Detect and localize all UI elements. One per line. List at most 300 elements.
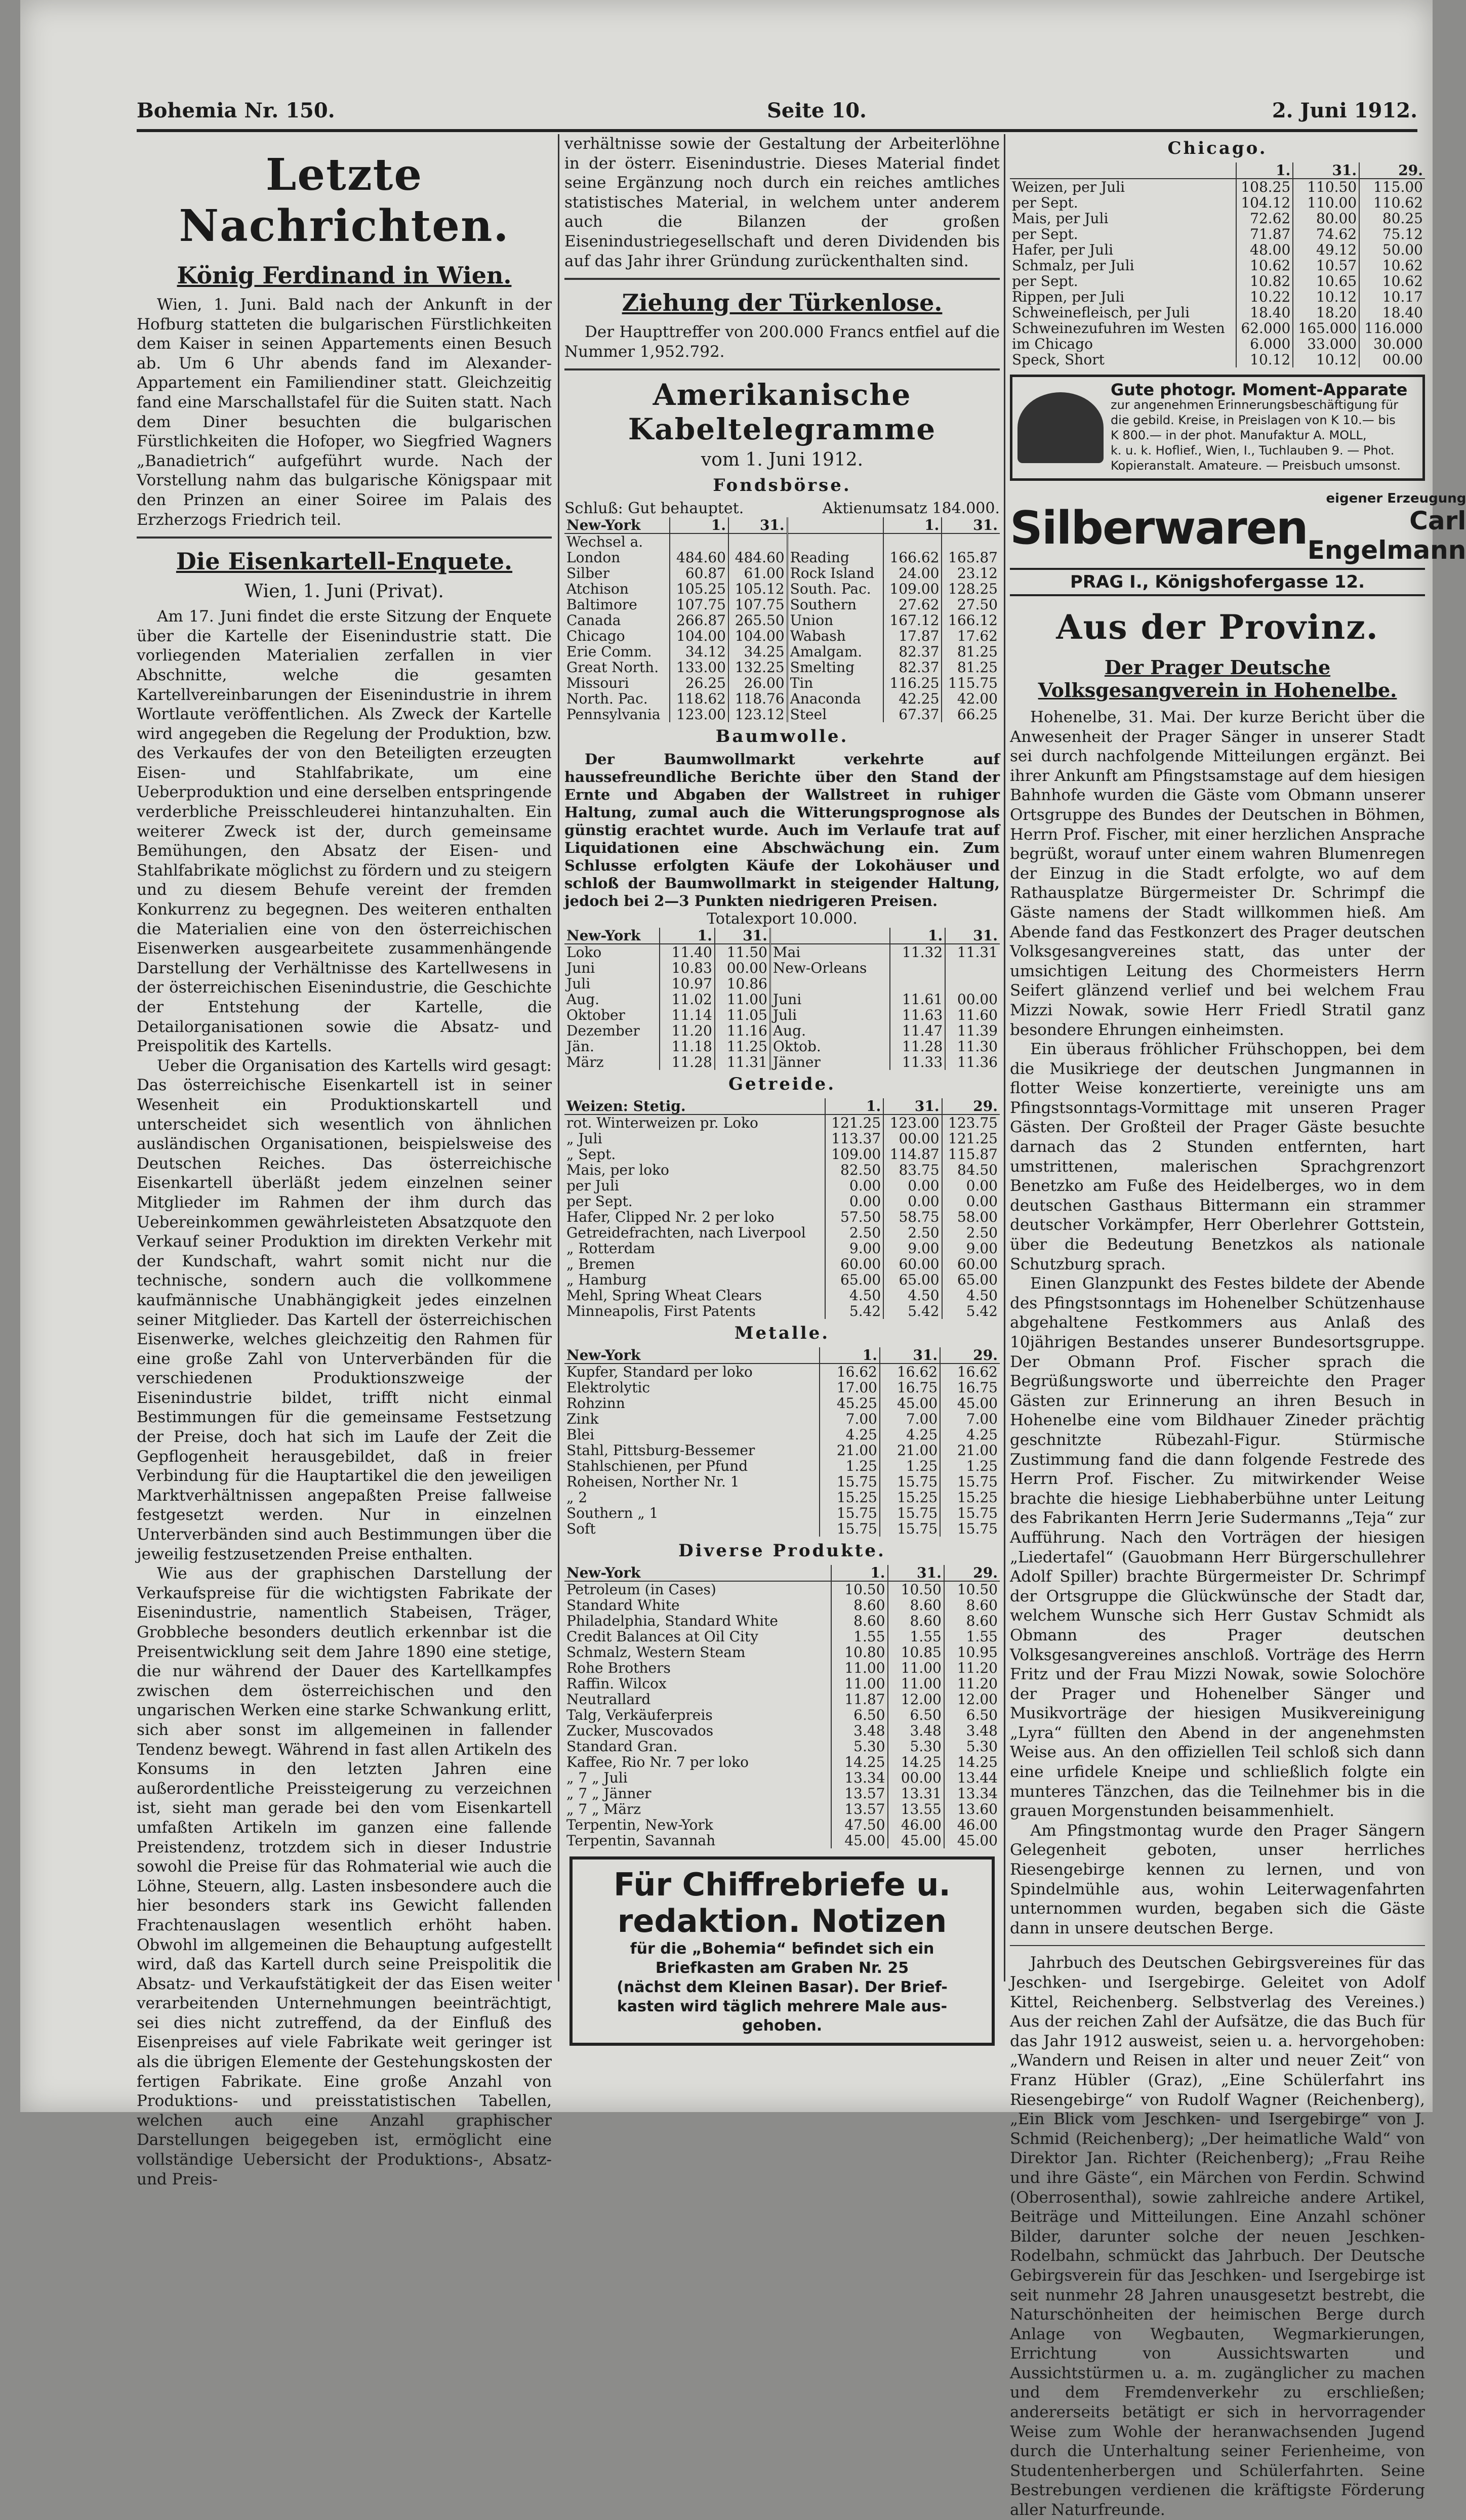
table-cell: 17.62 — [942, 628, 1000, 644]
table-cell: „ Juli — [566, 1130, 602, 1147]
table-cell: „ Sept. — [566, 1146, 616, 1163]
table-row — [564, 960, 1000, 976]
table-cell: 00.00 — [888, 1770, 944, 1786]
table-cell: Philadelphia, Standard White — [566, 1613, 778, 1630]
table-cell: 10.62 — [1236, 258, 1293, 273]
table-cell: 11.31 — [715, 1054, 770, 1070]
table-cell: 13.34 — [944, 1786, 1000, 1801]
table-cell: 132.25 — [728, 659, 787, 675]
table-row — [564, 1272, 1000, 1288]
table-cell: 6.50 — [888, 1707, 944, 1723]
divider — [564, 278, 1000, 280]
table-cell: 9.00 — [883, 1241, 942, 1256]
table-cell: 165.000 — [1293, 320, 1359, 336]
table-cell: 10.85 — [888, 1644, 944, 1660]
table-cell: 9.00 — [942, 1241, 1000, 1256]
table-cell: per Sept. — [1012, 226, 1078, 242]
table-cell: 10.12 — [1236, 352, 1293, 367]
table-cell: Getreidefrachten, nach Liverpool — [566, 1224, 806, 1242]
ad-title: redaktion. Notizen — [617, 1903, 947, 1940]
table-row — [564, 1644, 1000, 1660]
table-cell: 11.47 — [890, 1023, 945, 1039]
table-cell: 0.00 — [883, 1178, 942, 1193]
table-header-row — [564, 517, 1000, 533]
table-cell: 71.87 — [1236, 226, 1293, 242]
table-header-cell: 1. — [1236, 162, 1293, 179]
table-row — [1010, 305, 1425, 320]
table-row — [564, 1241, 1000, 1256]
table-cell: 45.25 — [820, 1395, 880, 1411]
table-cell: 13.55 — [888, 1801, 944, 1817]
table-cell: 17.87 — [883, 628, 942, 644]
table-cell: Amalgam. — [787, 644, 883, 659]
table-cell: 10.86 — [715, 976, 770, 992]
table-cell: 4.50 — [883, 1288, 942, 1303]
table-cell: 10.57 — [1293, 258, 1359, 273]
table-cell: 11.00 — [888, 1660, 944, 1676]
table-row — [564, 644, 1000, 659]
table-cell: 115.75 — [942, 675, 1000, 691]
table-row — [564, 1364, 1000, 1380]
table-cell: 5.42 — [883, 1303, 942, 1319]
table-cell: Juli — [770, 1007, 890, 1023]
table-cell: 11.28 — [660, 1054, 715, 1070]
table-cell: Talg, Verkäuferpreis — [566, 1707, 713, 1724]
table-cell: Juli — [566, 975, 591, 993]
table-cell: Blei — [566, 1426, 595, 1443]
header-page-number: Seite 10. — [767, 99, 867, 122]
table-cell: Jän. — [566, 1038, 594, 1055]
table-cell: 34.25 — [728, 644, 787, 659]
page-header — [137, 94, 1417, 132]
table-row — [564, 944, 1000, 960]
table-cell: Missouri — [566, 675, 629, 692]
table-row — [564, 1474, 1000, 1490]
silver-ad-address: PRAG I., Königshofergasse 12. — [1010, 568, 1425, 596]
article-paragraph: Ueber die Organisation des Kartells wird gesagt: Das österreichische Eisenkartell ist in seiner Wesenheit ein Produktionskartell und unterscheidet sich wesentlich von ähnlichen ausländischen Organisationen, beispielsweise des Deutschen Reiches. Das österreichische Eisenkartell überläßt jedem einzelnen seiner Mitglieder im Rahmen der ihm durch das Uebereinkommen gewährleisteten Absatzquote den Verkauf seiner Produktion im direkten Verkehr mit der Kundschaft, wahrt somit nicht nur die technische, sondern auch die vollkommene kaufmännische Unabhängigkeit jedes einzelnen seiner Mitglieder. Das Kartell der österreichischen Eisenwerke, welches gleichzeitig den Rahmen für eine große Zahl von Unterverbänden für die verschiedenen Produktionszweige der Eisenindustrie bildet, trifft nicht einmal Bestimmungen für die gemeinsame Festsetzung der Preise, doch hat sich im Laufe der Zeit die Gepflogenheit herausgebildet, daß in freier Verbindung für die Hauptartikel die den jeweiligen Marktverhältnissen angepaßten Preise fallweise festgesetzt werden. Nur in einzelnen Unterverbänden sind auch Bestimmungen über die jeweilig festzusetzenden Preise enthalten. — [137, 1056, 552, 1563]
table-cell: Wechsel a. — [566, 533, 643, 551]
table-cell: London — [566, 549, 621, 566]
table-header-cell: 31. — [728, 517, 787, 533]
article-paragraph: Ein überaus fröhlicher Frühschoppen, bei dem die Musikriege der deutschen Jungmannen in flotter Weise konzertierte, vereinigte uns am Pfingstsonntags-Vormittage mit unseren Prager Gästen. Der Großteil der Prager Gäste besuchte darnach das 2 Stunden entfernten, hart umstrittenen, malerischen Sprachgrenzort Benetzko am Fuße des Heidelberges, wo in dem deutschen Gasthaus Bittermann ein strammer deutscher Vorkämpfer, Herr Oberlehrer Gottstein, über die Bedeutung Benetzkos als nationale Schutzburg sprach. — [1010, 1040, 1425, 1273]
table-cell: 65.00 — [883, 1272, 942, 1288]
table-cell: 18.20 — [1293, 305, 1359, 320]
table-cell: 80.00 — [1293, 211, 1359, 226]
table-row — [564, 707, 1000, 722]
table-cell: 5.42 — [942, 1303, 1000, 1319]
table-cell: 114.87 — [883, 1146, 942, 1162]
table-cell: 5.30 — [888, 1739, 944, 1754]
table-row — [564, 1613, 1000, 1629]
table-row — [564, 1490, 1000, 1505]
table-cell: 12.00 — [888, 1691, 944, 1707]
table-cell: 6.000 — [1236, 336, 1293, 352]
table-cell: Kupfer, Standard per loko — [566, 1364, 753, 1381]
table-row — [564, 1023, 1000, 1039]
table-cell — [770, 976, 890, 992]
table-cell: 121.25 — [942, 1131, 1000, 1146]
table-cell: 45.00 — [880, 1395, 940, 1411]
table-cell: 7.00 — [880, 1411, 940, 1427]
table-cell: Roheisen, Norther Nr. 1 — [566, 1473, 740, 1491]
table-cell: Steel — [787, 707, 883, 722]
table-row — [564, 1054, 1000, 1070]
newspaper-page — [20, 0, 1466, 2519]
table-cell: Soft — [566, 1520, 596, 1538]
table-cell: 13.31 — [888, 1786, 944, 1801]
table-cell: Mehl, Spring Wheat Clears — [566, 1287, 762, 1304]
misc-products-heading: Diverse Produkte. — [678, 1541, 886, 1561]
table-cell: Oktober — [566, 1007, 625, 1024]
table-cell: 47.50 — [831, 1817, 887, 1833]
table-header-cell: New-York — [564, 928, 660, 944]
table-cell: 66.25 — [942, 707, 1000, 722]
table-cell: 45.00 — [888, 1833, 944, 1848]
table-cell: 108.25 — [1236, 179, 1293, 195]
table-cell — [787, 533, 883, 550]
table-header-row — [1010, 162, 1425, 179]
table-cell: 10.82 — [1236, 273, 1293, 289]
table-cell: 104.00 — [728, 628, 787, 644]
section-title-cables: Amerikanische Kabeltelegramme — [628, 378, 936, 447]
table-cell: 10.83 — [660, 960, 715, 976]
table-header-cell: 31. — [888, 1565, 944, 1581]
table-cell: 23.12 — [942, 565, 1000, 581]
stock-table — [564, 517, 1000, 722]
table-cell: 57.50 — [825, 1209, 883, 1225]
stock-close: Schluß: Gut behauptet. — [564, 500, 744, 518]
stock-exchange-summary — [564, 500, 1000, 517]
table-cell: „ 7 „ Juli — [566, 1769, 628, 1787]
ad-text: gehoben. — [742, 2017, 823, 2035]
table-cell: 13.44 — [944, 1770, 1000, 1786]
table-row — [564, 976, 1000, 992]
table-cell: 14.25 — [888, 1754, 944, 1770]
divider — [564, 368, 1000, 370]
table-cell: 17.00 — [820, 1380, 880, 1395]
table-cell: Pennsylvania — [566, 706, 661, 723]
table-header-cell: 31. — [942, 517, 1000, 533]
table-cell: Zink — [566, 1411, 599, 1428]
table-row — [564, 1581, 1000, 1597]
article-title-lottery: Ziehung der Türkenlose. — [622, 289, 943, 317]
table-cell: 16.62 — [880, 1364, 940, 1380]
table-cell: 10.50 — [888, 1581, 944, 1597]
ad-text: (nächst dem Kleinen Basar). Der Brief- — [617, 1978, 948, 1997]
table-row — [564, 597, 1000, 612]
table-row — [564, 1303, 1000, 1319]
table-cell: Juni — [566, 960, 595, 977]
table-row — [564, 1395, 1000, 1411]
table-header-cell: Weizen: Stetig. — [564, 1098, 825, 1114]
table-cell — [942, 533, 1000, 550]
table-row — [564, 612, 1000, 628]
table-cell: 110.62 — [1359, 195, 1425, 211]
table-cell: 45.00 — [940, 1395, 1000, 1411]
advertisement-silverware — [1010, 491, 1466, 565]
table-cell: 4.25 — [940, 1427, 1000, 1442]
table-cell: 11.16 — [715, 1023, 770, 1039]
table-cell: 15.75 — [880, 1505, 940, 1521]
table-cell: 11.31 — [945, 944, 1000, 960]
table-row — [1010, 211, 1425, 226]
table-cell: 15.25 — [880, 1490, 940, 1505]
table-cell: 83.75 — [883, 1162, 942, 1178]
table-cell: Rippen, per Juli — [1012, 288, 1125, 305]
table-cell: 11.36 — [945, 1054, 1000, 1070]
table-header-cell: 1. — [883, 517, 942, 533]
header-issue: Bohemia Nr. 150. — [137, 99, 335, 122]
column-2 — [564, 134, 1000, 2035]
table-cell: 1.55 — [888, 1629, 944, 1644]
table-cell: 84.50 — [942, 1162, 1000, 1178]
table-cell: 167.12 — [883, 612, 942, 628]
table-cell: 42.00 — [942, 691, 1000, 707]
ad-text: für die „Bohemia“ befindet sich ein — [630, 1940, 934, 1958]
table-row — [564, 1723, 1000, 1739]
table-row — [564, 533, 1000, 550]
table-cell: 15.25 — [820, 1490, 880, 1505]
table-cell: Aug. — [770, 1023, 890, 1039]
table-row — [564, 581, 1000, 597]
table-cell: 10.50 — [831, 1581, 887, 1597]
table-cell: Rohe Brothers — [566, 1660, 671, 1677]
table-header-cell: 1. — [670, 517, 728, 533]
table-cell: 46.00 — [888, 1817, 944, 1833]
table-cell: 7.00 — [820, 1411, 880, 1427]
table-cell: Schmalz, Western Steam — [566, 1644, 746, 1661]
cotton-table — [564, 928, 1000, 1070]
divider — [137, 536, 552, 539]
table-cell: 166.12 — [942, 612, 1000, 628]
table-cell: 11.20 — [660, 1023, 715, 1039]
table-row — [564, 1817, 1000, 1833]
table-cell: 107.75 — [670, 597, 728, 612]
table-cell: North. Pac. — [566, 690, 648, 708]
table-cell: 00.00 — [883, 1131, 942, 1146]
table-cell: Schmalz, per Juli — [1012, 257, 1134, 274]
advertisement-mailbox — [569, 1856, 995, 2046]
table-cell: 21.00 — [880, 1442, 940, 1458]
table-cell: Minneapolis, First Patents — [566, 1303, 756, 1320]
stock-turnover: Aktienumsatz 184.000. — [822, 500, 1000, 518]
column-rule-1 — [558, 134, 559, 1981]
table-cell: Chicago — [566, 628, 625, 645]
table-cell: Kaffee, Rio Nr. 7 per loko — [566, 1754, 749, 1771]
table-header-cell: New-York — [564, 1565, 831, 1581]
table-cell: 8.60 — [944, 1613, 1000, 1629]
table-cell: Aug. — [566, 991, 600, 1008]
table-header-cell — [1010, 162, 1236, 179]
advertisement-photo-cameras — [1010, 375, 1425, 481]
table-cell: 16.75 — [940, 1380, 1000, 1395]
table-cell: per Sept. — [1012, 273, 1078, 290]
table-header-cell: New-York — [564, 1347, 820, 1364]
table-cell: 165.87 — [942, 550, 1000, 565]
table-cell: 8.60 — [888, 1597, 944, 1613]
silver-ad-subtitle: eigener Erzeugung — [1326, 491, 1466, 506]
table-cell: Raffin. Wilcox — [566, 1675, 667, 1692]
table-row — [564, 1739, 1000, 1754]
table-cell: 0.00 — [825, 1178, 883, 1193]
table-row — [564, 659, 1000, 675]
table-row — [564, 1288, 1000, 1303]
table-cell: 2.50 — [883, 1225, 942, 1241]
article-paragraph: Am 17. Juni findet die erste Sitzung der Enquete über die Kartelle der Eisenindustrie statt. Die vorliegenden Materialien zerfallen in vier Abschnitte, welche die gesamten Kartellvereinbarungen der Eisenindustrie in ihrem Wortlaute veröffentlichen. Als Zweck der Kartelle wird angegeben die Regelung der Produktion, bzw. des Verkaufes der von den Beteiligten erzeugten Eisen- und Stahlfabrikate, um eine Ueberproduktion und eine derselben entspringende verderbliche Preisschleuderei hintanzuhalten. Ein weiterer Zweck ist der, durch gemeinsame Bemühungen, den Absatz der Eisen- und Stahlfabrikate möglichst zu fördern und zu steigern und zu diesem Behufe vereint der fremden Konkurrenz zu begegnen. Des weiteren enthalten die Materialien eine von den österreichischen Eisenwerken ausgearbeitete zusammenhängende Darstellung der Verhältnisse des Kartellwesens in der österreichischen Eisenindustrie, die Geschichte der Entstehung der Kartelle, die Detailorganisationen sowie die Absatz- und Preispolitik des Kartells. — [137, 607, 552, 1056]
table-row — [564, 691, 1000, 707]
table-cell: 1.25 — [820, 1458, 880, 1474]
table-cell: 15.75 — [820, 1505, 880, 1521]
column-3 — [1010, 134, 1466, 2519]
table-cell: Tin — [787, 675, 883, 691]
table-cell: 46.00 — [944, 1817, 1000, 1833]
table-cell: Mais, per Juli — [1012, 210, 1109, 227]
table-row — [564, 565, 1000, 581]
table-cell: 27.62 — [883, 597, 942, 612]
chicago-table — [1010, 162, 1425, 367]
table-cell: 26.00 — [728, 675, 787, 691]
header-date: 2. Juni 1912. — [1272, 99, 1417, 122]
table-row — [564, 1256, 1000, 1272]
table-row — [564, 1442, 1000, 1458]
chicago-heading: Chicago. — [1167, 138, 1268, 158]
metals-table — [564, 1347, 1000, 1537]
table-cell: 65.00 — [825, 1272, 883, 1288]
table-header-cell: 29. — [942, 1098, 1000, 1114]
table-row — [564, 1427, 1000, 1442]
table-cell: 3.48 — [831, 1723, 887, 1739]
table-row — [1010, 336, 1425, 352]
table-row — [564, 1521, 1000, 1537]
table-cell: 61.00 — [728, 565, 787, 581]
table-cell: Schweinefleisch, per Juli — [1012, 304, 1190, 321]
table-header-cell: 29. — [944, 1565, 1000, 1581]
table-cell: 11.20 — [944, 1660, 1000, 1676]
table-row — [564, 1597, 1000, 1613]
table-header-cell: 1. — [890, 928, 945, 944]
table-row — [1010, 273, 1425, 289]
table-cell: 00.00 — [715, 960, 770, 976]
table-cell — [883, 533, 942, 550]
table-cell: Weizen, per Juli — [1012, 179, 1125, 195]
table-header-row — [564, 1098, 1000, 1114]
table-cell: 110.00 — [1293, 195, 1359, 211]
table-header-row — [564, 928, 1000, 944]
ad-title: Für Chiffrebriefe u. — [614, 1866, 951, 1904]
table-cell: 33.000 — [1293, 336, 1359, 352]
table-cell: 10.12 — [1293, 289, 1359, 305]
table-cell: 10.12 — [1293, 352, 1359, 367]
table-cell: 13.34 — [831, 1770, 887, 1786]
photo-ad-line: K 800.— in der phot. Manufaktur A. MOLL, — [1111, 428, 1367, 442]
table-cell: 15.75 — [940, 1505, 1000, 1521]
table-cell: 11.33 — [890, 1054, 945, 1070]
table-row — [564, 1380, 1000, 1395]
table-row — [1010, 242, 1425, 258]
table-cell: 14.25 — [831, 1754, 887, 1770]
table-cell: Oktob. — [770, 1039, 890, 1054]
section-title-province: Aus der Provinz. — [1056, 607, 1379, 647]
table-cell: 18.40 — [1359, 305, 1425, 320]
table-cell: 0.00 — [825, 1193, 883, 1209]
table-cell: Hafer, per Juli — [1012, 241, 1114, 258]
article-title-king-ferdinand: König Ferdinand in Wien. — [177, 262, 512, 289]
table-cell: 265.50 — [728, 612, 787, 628]
table-cell: Canada — [566, 612, 621, 629]
table-cell: 109.00 — [883, 581, 942, 597]
table-cell: 1.25 — [940, 1458, 1000, 1474]
table-cell: 72.62 — [1236, 211, 1293, 226]
table-row — [564, 1691, 1000, 1707]
table-cell: rot. Winterweizen pr. Loko — [566, 1114, 758, 1132]
table-cell: 12.00 — [944, 1691, 1000, 1707]
article-continuation: verhältnisse sowie der Gestaltung der Arbeiterlöhne in der österr. Eisenindustrie. Dieses Material findet seine Ergänzung noch durch ein reiches amtliches statistisches Material, in welchem unter anderem auch die Bilanzen der großen Eisenindustriegesellschaft und deren Dividenden bis auf das Jahr ihrer Gründung zurückenthalten sind. — [564, 135, 1000, 270]
table-row — [564, 992, 1000, 1007]
grain-table — [564, 1098, 1000, 1319]
table-cell: 16.62 — [940, 1364, 1000, 1380]
table-cell: 105.12 — [728, 581, 787, 597]
table-row — [564, 675, 1000, 691]
table-cell: 00.00 — [1359, 352, 1425, 367]
stock-exchange-heading: Fondsbörse. — [713, 475, 851, 496]
article-title-iron-cartel: Die Eisenkartell-Enquete. — [176, 548, 513, 575]
table-cell: Atchison — [566, 581, 629, 598]
table-cell: 75.12 — [1359, 226, 1425, 242]
table-cell: Zucker, Muscovados — [566, 1722, 714, 1740]
table-cell: 11.61 — [890, 992, 945, 1007]
table-cell — [728, 533, 787, 550]
table-cell: 21.00 — [940, 1442, 1000, 1458]
table-cell: 15.75 — [940, 1521, 1000, 1537]
table-cell: 81.25 — [942, 659, 1000, 675]
table-cell: 123.00 — [883, 1114, 942, 1131]
table-cell: 11.00 — [831, 1676, 887, 1691]
table-row — [564, 1178, 1000, 1193]
table-cell: 11.14 — [660, 1007, 715, 1023]
table-cell: 16.75 — [880, 1380, 940, 1395]
table-cell: 15.75 — [880, 1521, 940, 1537]
article-text-lottery: Der Haupttreffer von 200.000 Francs entfiel auf die Nummer 1,952.792. — [564, 323, 1000, 361]
table-cell: 9.00 — [825, 1241, 883, 1256]
table-cell: 11.87 — [831, 1691, 887, 1707]
table-cell: im Chicago — [1012, 336, 1093, 352]
table-cell: 8.60 — [831, 1597, 887, 1613]
table-cell: 116.000 — [1359, 320, 1425, 336]
table-cell: 13.60 — [944, 1801, 1000, 1817]
divider — [1010, 1945, 1425, 1946]
table-cell: 11.39 — [945, 1023, 1000, 1039]
table-row — [564, 1801, 1000, 1817]
table-cell: 18.40 — [1236, 305, 1293, 320]
table-cell: 107.75 — [728, 597, 787, 612]
table-cell: 11.00 — [715, 992, 770, 1007]
table-cell: 42.25 — [883, 691, 942, 707]
table-cell: „ Rotterdam — [566, 1240, 655, 1257]
table-cell: 110.50 — [1293, 179, 1359, 195]
table-cell: 0.00 — [942, 1193, 1000, 1209]
section-title-latest-news: Letzte Nachrichten. — [179, 149, 510, 252]
article-title-gesangverein: Der Prager Deutsche Volksgesangverein in Hohenelbe. — [1038, 656, 1397, 701]
table-cell: 16.62 — [820, 1364, 880, 1380]
table-cell: Southern „ 1 — [566, 1505, 659, 1522]
table-header-cell: 31. — [1293, 162, 1359, 179]
table-cell: 128.25 — [942, 581, 1000, 597]
table-cell: 266.87 — [670, 612, 728, 628]
table-cell: 4.25 — [820, 1427, 880, 1442]
table-cell: 00.00 — [945, 992, 1000, 1007]
table-cell: 123.75 — [942, 1114, 1000, 1131]
table-row — [564, 1833, 1000, 1848]
